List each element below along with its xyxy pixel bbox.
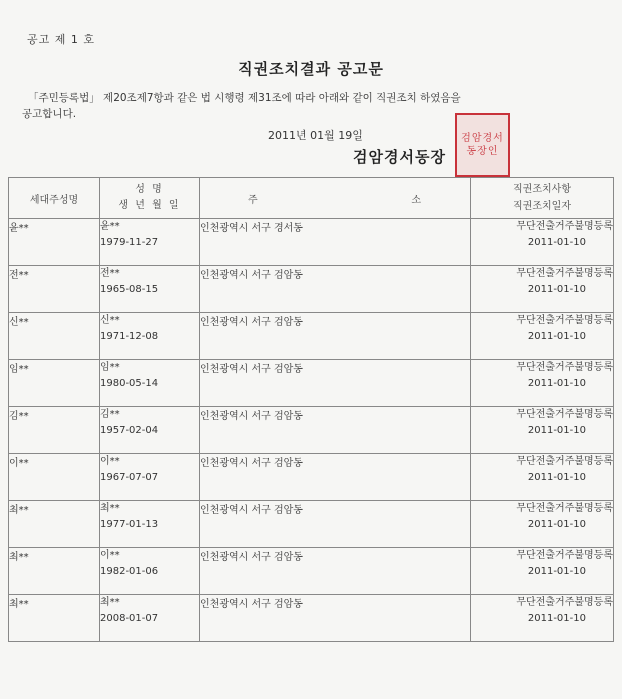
person-cell [100,360,200,407]
header-address-a: 주 [248,194,259,206]
action-type: 무단전출거주불명등록 [516,597,613,608]
notice-number: 공고 제 1 호 [27,33,95,46]
person-name: 김** [100,409,120,420]
household-head-cell: 최** [9,595,100,642]
person-dob: 1971-12-08 [100,331,159,342]
table-row [9,595,614,642]
household-head-cell: 김** [9,407,100,454]
person-name: 이** [100,456,120,467]
action-cell [471,595,614,642]
table-row [9,454,614,501]
header-name-dob [100,178,200,219]
official-seal-stamp [455,113,510,177]
household-head-cell: 최** [9,548,100,595]
action-date: 2011-01-10 [527,331,586,342]
action-date: 2011-01-10 [527,237,586,248]
address-cell: 인천광역시 서구 검암동 [200,501,471,548]
person-name: 신** [100,315,120,326]
table-row [9,266,614,313]
seal-text-line2: 동장인 [466,146,499,157]
action-date: 2011-01-10 [527,284,586,295]
person-dob: 1980-05-14 [100,378,159,389]
header-action-date: 직권조치일자 [513,201,571,212]
action-date: 2011-01-10 [527,378,586,389]
header-name: 성 명 [135,184,164,195]
person-dob: 1977-01-13 [100,519,159,530]
header-dob: 생 년 월 일 [118,200,181,211]
household-head-cell: 윤** [9,219,100,266]
person-dob: 2008-01-07 [100,613,159,624]
header-address-b: 소 [411,194,422,206]
action-type: 무단전출거주불명등록 [516,550,613,561]
person-name: 최** [100,597,120,608]
person-cell [100,454,200,501]
action-type: 무단전출거주불명등록 [516,456,613,467]
person-name: 전** [100,268,120,279]
household-head-cell: 신** [9,313,100,360]
header-address [200,178,471,219]
person-dob: 1965-08-15 [100,284,159,295]
address-cell: 인천광역시 서구 경서동 [200,219,471,266]
action-type: 무단전출거주불명등록 [516,268,613,279]
notice-body-line2: 공고합니다. [22,108,77,120]
action-cell [471,454,614,501]
household-head-cell: 전** [9,266,100,313]
person-dob: 1967-07-07 [100,472,159,483]
person-cell [100,595,200,642]
action-cell [471,548,614,595]
person-cell [100,501,200,548]
table-row [9,219,614,266]
person-cell [100,407,200,454]
person-cell [100,219,200,266]
household-head-cell: 최** [9,501,100,548]
header-action-type: 직권조치사항 [513,184,571,195]
address-cell: 인천광역시 서구 검암동 [200,548,471,595]
action-date: 2011-01-10 [527,472,586,483]
action-date: 2011-01-10 [527,566,586,577]
person-cell [100,266,200,313]
header-household-head: 세대주성명 [9,178,100,219]
action-date: 2011-01-10 [527,425,586,436]
person-cell [100,313,200,360]
table-row [9,407,614,454]
action-type: 무단전출거주불명등록 [516,362,613,373]
address-cell: 인천광역시 서구 검암동 [200,454,471,501]
person-name: 이** [100,550,120,561]
table-row [9,360,614,407]
action-type: 무단전출거주불명등록 [516,503,613,514]
address-cell: 인천광역시 서구 검암동 [200,313,471,360]
person-name: 최** [100,503,120,514]
action-cell [471,266,614,313]
action-type: 무단전출거주불명등록 [516,409,613,420]
person-dob: 1982-01-06 [100,566,159,577]
action-cell [471,313,614,360]
household-head-cell: 이** [9,454,100,501]
action-cell [471,501,614,548]
table-row [9,313,614,360]
address-cell: 인천광역시 서구 검암동 [200,266,471,313]
action-type: 무단전출거주불명등록 [516,221,613,232]
records-table [8,177,614,642]
table-header-row [9,178,614,219]
person-name: 임** [100,362,120,373]
person-dob: 1957-02-04 [100,425,159,436]
address-cell: 인천광역시 서구 검암동 [200,360,471,407]
table-row [9,501,614,548]
seal-text-line1: 검암경서 [461,133,504,144]
address-cell: 인천광역시 서구 검암동 [200,595,471,642]
action-cell [471,219,614,266]
notice-body-line1: 「주민등록법」 제20조제7항과 같은 법 시행령 제31조에 따라 아래와 같이 직권조치 하였음을 [28,92,461,104]
person-name: 윤** [100,221,120,232]
table-row [9,548,614,595]
header-action [471,178,614,219]
notice-date: 2011년 01월 19일 [268,129,363,142]
action-date: 2011-01-10 [527,613,586,624]
action-cell [471,407,614,454]
action-date: 2011-01-10 [527,519,586,530]
person-dob: 1979-11-27 [100,237,159,248]
signer-name: 검암경서동장 [353,148,446,166]
document-title: 직권조치결과 공고문 [238,60,384,78]
address-cell: 인천광역시 서구 검암동 [200,407,471,454]
person-cell [100,548,200,595]
household-head-cell: 임** [9,360,100,407]
action-type: 무단전출거주불명등록 [516,315,613,326]
action-cell [471,360,614,407]
